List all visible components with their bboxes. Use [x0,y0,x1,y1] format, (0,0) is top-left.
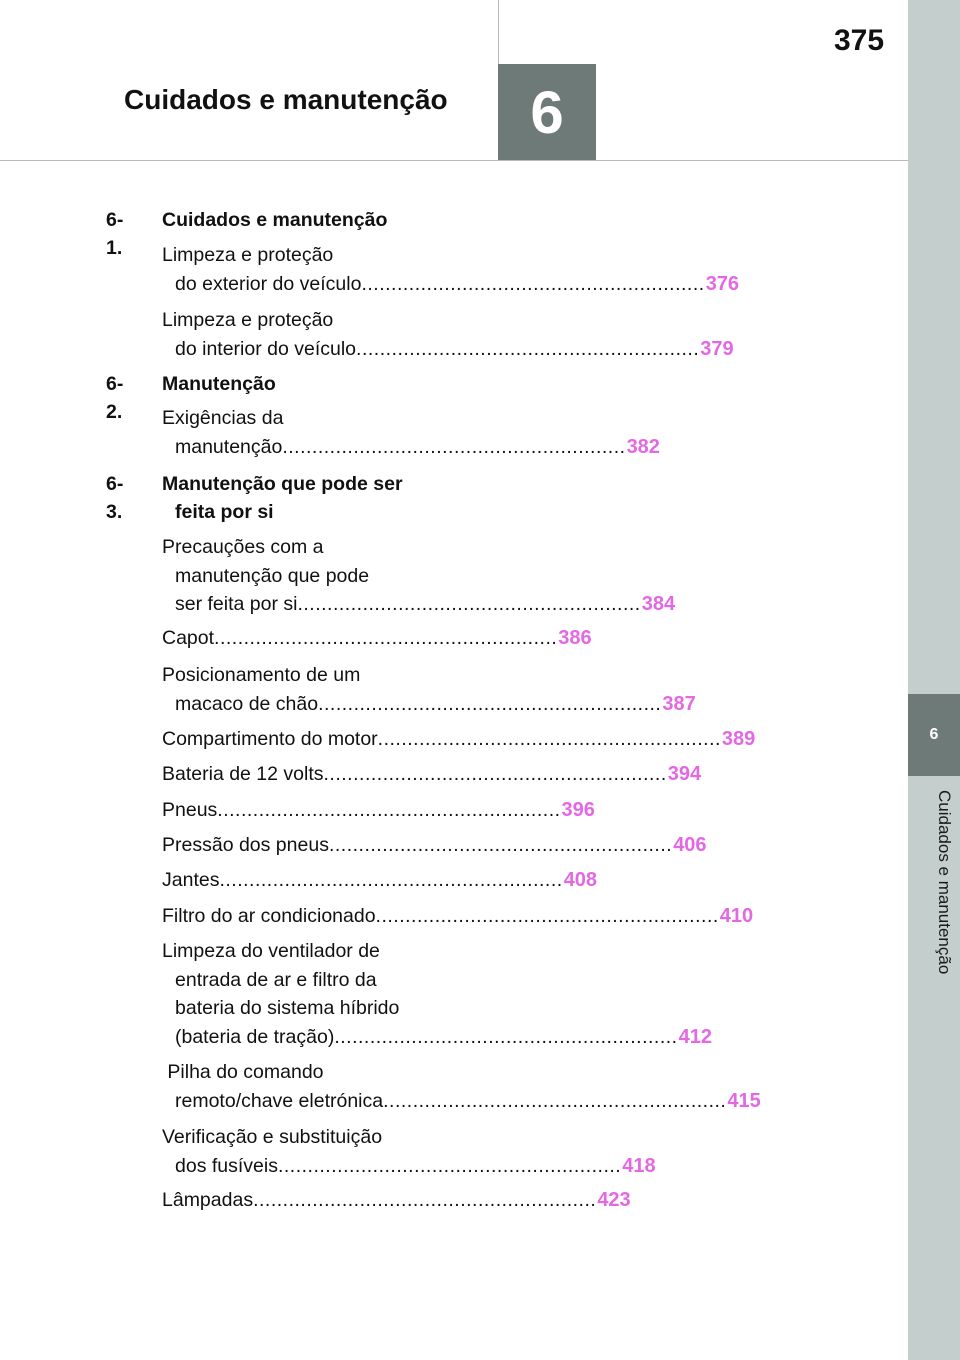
entry-text: (bateria de tração) [175,1025,335,1048]
dot-leader: .......................................................... [323,763,667,785]
dot-leader: .......................................................... [297,593,641,615]
dot-leader: .......................................................... [214,627,558,649]
dot-leader: .......................................................... [383,1089,727,1112]
toc-entry[interactable] [162,306,734,363]
page-link[interactable]: 382 [626,435,660,458]
entry-text: Filtro do ar condicionado [162,905,376,927]
entry-text: Precauções com a [162,536,324,558]
page-link[interactable]: 406 [673,834,707,856]
entry-text: ser feita por si [175,593,298,615]
entry-text: Limpeza e proteção [162,309,334,331]
side-tab-label: Cuidados e manutenção [935,790,954,975]
toc-entry[interactable] [162,404,660,461]
dot-leader: .......................................................... [377,728,721,750]
entry-text: Pneus [162,799,218,821]
entry-text: Exigências da [162,407,284,429]
toc-entry[interactable] [162,902,754,931]
entry-text: bateria do sistema híbrido [175,997,400,1019]
page-link[interactable]: 394 [667,763,702,785]
page-link[interactable]: 376 [705,272,740,295]
entry-text: macaco de chão [175,692,319,715]
toc-entry[interactable] [162,1123,656,1180]
entry-text: Limpeza do ventilador de [162,940,380,962]
entry-text: Compartimento do motor [162,728,378,750]
section-title-line: Manutenção que pode ser [162,473,403,495]
page-link[interactable]: 423 [597,1189,631,1211]
entry-text: entrada de ar e filtro da [175,968,377,991]
toc-entry[interactable] [162,937,712,1051]
entry-text: Bateria de 12 volts [162,763,324,785]
toc-entry[interactable] [162,831,707,860]
entry-text: dos fusíveis [175,1154,278,1177]
dot-leader: .......................................................... [282,435,626,458]
dot-leader: .......................................................... [361,272,705,295]
dot-leader: .......................................................... [334,1025,678,1048]
entry-text: manutenção [175,435,283,458]
page-link[interactable]: 389 [721,728,756,750]
section-number: 6-1. [106,209,124,259]
entry-text: manutenção que pode [175,564,370,587]
section-title: Cuidados e manutenção [162,209,388,231]
toc-entry[interactable] [162,241,740,298]
section-number: 6-3. [106,473,124,523]
section-title [162,470,403,526]
entry-text: do interior do veículo [175,337,357,360]
side-strip [908,0,960,1360]
page-link[interactable]: 387 [662,692,696,715]
dot-leader: .......................................................... [328,834,673,856]
toc-entry[interactable] [162,796,595,825]
toc-entry[interactable] [162,725,756,754]
page-link[interactable]: 384 [641,593,676,615]
page-link[interactable]: 396 [561,799,595,821]
dot-leader: .......................................................... [318,692,662,715]
page-link[interactable]: 412 [678,1025,712,1048]
toc-entry[interactable] [162,760,702,789]
entry-text: remoto/chave eletrónica [175,1089,384,1112]
chapter-number-box: 6 [498,64,596,160]
page-link[interactable]: 408 [563,869,598,891]
dot-leader: .......................................................... [253,1189,597,1211]
toc-entry[interactable] [162,533,676,619]
entry-text: Lâmpadas [162,1189,254,1211]
toc-entry[interactable] [162,1058,761,1115]
entry-text: do exterior do veículo [175,272,362,295]
dot-leader: .......................................................... [375,905,719,927]
toc-entry[interactable] [162,624,592,653]
section-title-line: feita por si [175,501,274,523]
toc-entry[interactable] [162,661,696,718]
entry-text: Capot [162,627,215,649]
chapter-title: Cuidados e manutenção [124,84,448,115]
dot-leader: .......................................................... [217,799,561,821]
toc-entry[interactable] [162,1186,631,1215]
section-number: 6-2. [106,373,124,423]
entry-text: Jantes [162,869,220,891]
section-title: Manutenção [162,373,276,395]
page-link[interactable]: 418 [622,1154,656,1177]
dot-leader: .......................................................... [277,1154,622,1177]
side-tab-chapter[interactable]: 6 [908,694,960,776]
toc-entry[interactable] [162,866,598,895]
entry-text: Posicionamento de um [162,664,361,686]
dot-leader: .......................................................... [356,337,700,360]
page-link[interactable]: 386 [558,627,592,649]
entry-text: Limpeza e proteção [162,244,334,266]
dot-leader: .......................................................... [219,869,563,891]
page-number: 375 [834,24,885,57]
entry-text: Verificação e substituição [162,1126,383,1148]
entry-text: Pilha do comando [162,1061,324,1083]
page-link[interactable]: 379 [700,337,734,360]
page-link[interactable]: 415 [727,1089,761,1112]
page-link[interactable]: 410 [719,905,754,927]
entry-text: Pressão dos pneus [162,834,329,856]
